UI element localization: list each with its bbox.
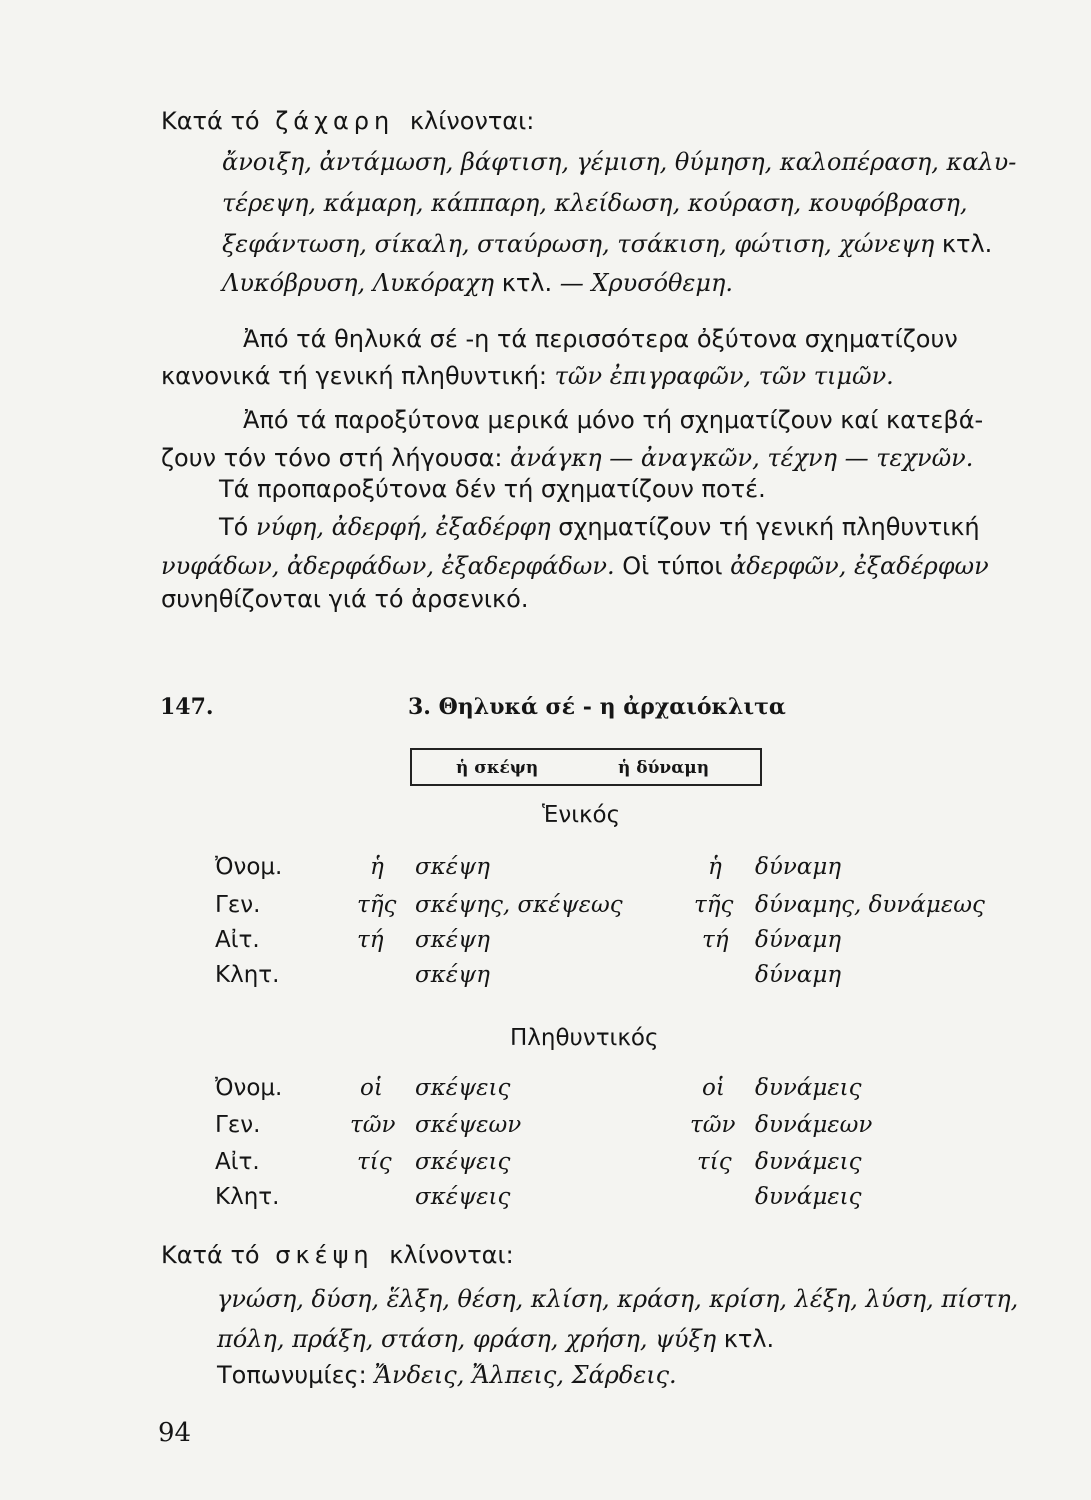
word-list-line-4 [222, 268, 733, 298]
word-list-line-2: τέρεψη, κάμαρη, κάππαρη, κλείδωση, κούραση, κουφόβραση, [222, 189, 968, 217]
case-label: Κλητ. [215, 1184, 280, 1210]
toponyms-label: Τοπωνυμίες: [217, 1361, 367, 1389]
page-number: 94 [158, 1418, 192, 1448]
note-2-line-2 [161, 443, 973, 473]
skepsi-intro [161, 1240, 514, 1270]
article: οἱ [360, 1075, 383, 1101]
form: σκέψεις [415, 1149, 511, 1175]
note-1-line-2 [161, 361, 894, 391]
note-example: νύφη, ἀδερφή, ἐξαδέρφη [255, 513, 551, 541]
case-label: Αἰτ. [215, 1149, 260, 1175]
form: δύναμη [755, 927, 842, 953]
intro-suffix: κλίνονται: [409, 107, 535, 135]
form: δυνάμεις [755, 1184, 862, 1210]
case-label: Αἰτ. [215, 927, 260, 953]
article: τῶν [690, 1112, 736, 1138]
model-word: ζάχαρη [275, 107, 395, 135]
ktl-abbrev: κτλ. [723, 1325, 775, 1353]
singular-heading: Ἑνικός [542, 802, 621, 828]
article: τή [357, 927, 384, 953]
form: σκέψεις [415, 1184, 511, 1210]
form: δύναμη [755, 962, 842, 988]
article: ἡ [708, 854, 722, 880]
article: τῆς [357, 892, 397, 918]
word-list-line-1: ἄνοιξη, ἀντάμωση, βάφτιση, γέμιση, θύμηση, καλοπέραση, καλυ- [222, 148, 1017, 176]
toponyms-list: Ἄνδεις, Ἄλπεις, Σάρδεις. [374, 1361, 677, 1389]
skepsi-list-line-1: γνώση, δύση, ἕλξη, θέση, κλίση, κράση, κρίση, λέξη, λύση, πίστη, [217, 1285, 1019, 1313]
skepsi-toponyms [217, 1360, 677, 1390]
note-text: Τό [219, 513, 249, 541]
note-4-line-2 [161, 551, 989, 581]
case-label: Γεν. [215, 1112, 261, 1138]
form: δυνάμεις [755, 1075, 862, 1101]
case-label: Κλητ. [215, 962, 280, 988]
note-example: ἀνάγκη — ἀναγκῶν, τέχνη — τεχνῶν. [510, 444, 974, 472]
skepsi-list-line-2 [217, 1324, 774, 1354]
section-number: 147. [160, 694, 214, 720]
note-example: ἀδερφῶν, ἐξαδέρφων [730, 552, 989, 580]
form: σκέψεις [415, 1075, 511, 1101]
note-1-line-1: Ἀπό τά θηλυκά σέ -η τά περισσότερα ὀξύτονα σχηματίζουν [243, 325, 958, 353]
form: σκέψεων [415, 1112, 522, 1138]
article: τή [702, 927, 729, 953]
model-words-box [410, 748, 762, 786]
zachari-intro [161, 106, 534, 136]
form: δύναμης, δυνάμεως [755, 892, 985, 918]
ktl-abbrev: κτλ. [941, 230, 993, 258]
note-text: Οἱ τύποι [622, 552, 723, 580]
name-example: — Χρυσόθεμη. [559, 269, 733, 297]
intro-prefix: Κατά τό [161, 107, 260, 135]
article: τῆς [694, 892, 734, 918]
article: τίς [357, 1149, 392, 1175]
intro-suffix: κλίνονται: [389, 1241, 514, 1269]
form: δυνάμεις [755, 1149, 862, 1175]
article: ἡ [370, 854, 384, 880]
form: σκέψη [415, 854, 490, 880]
note-example: τῶν ἐπιγραφῶν, τῶν τιμῶν. [554, 362, 894, 390]
plural-heading: Πληθυντικός [510, 1025, 659, 1051]
form: σκέψης, σκέψεως [415, 892, 623, 918]
note-example: νυφάδων, ἀδερφάδων, ἐξαδερφάδων. [161, 552, 615, 580]
word-list-3a: ξεφάντωση, σίκαλη, σταύρωση, τσάκιση, φώτιση, χώνεψη [222, 230, 935, 258]
article: τίς [697, 1149, 732, 1175]
note-4-line-1 [219, 512, 980, 542]
ktl-abbrev: κτλ. [501, 269, 553, 297]
word-list-line-3 [222, 229, 992, 259]
article: τῶν [350, 1112, 396, 1138]
case-label: Ὀνομ. [215, 854, 283, 880]
note-3: Τά προπαροξύτονα δέν τή σχηματίζουν ποτέ. [219, 475, 766, 503]
form: σκέψη [415, 927, 490, 953]
form: δυνάμεων [755, 1112, 873, 1138]
toponyms: Λυκόβρυση, Λυκόραχη [222, 269, 495, 297]
case-label: Γεν. [215, 892, 261, 918]
case-label: Ὀνομ. [215, 1075, 283, 1101]
note-2-line-1: Ἀπό τά παροξύτονα μερικά μόνο τή σχηματίζουν καί κατεβά- [243, 406, 984, 434]
form: δύναμη [755, 854, 842, 880]
intro-prefix: Κατά τό [161, 1241, 260, 1269]
note-text: κανονικά τή γενική πληθυντική: [161, 362, 548, 390]
word-list: πόλη, πράξη, στάση, φράση, χρήση, ψύξη [217, 1325, 717, 1353]
model-word: σκέψη [275, 1241, 374, 1269]
note-4-line-3: συνηθίζονται γιά τό ἀρσενικό. [161, 585, 529, 613]
form: σκέψη [415, 962, 490, 988]
note-text: σχηματίζουν τή γενική πληθυντική [558, 513, 980, 541]
box-right-word: ἡ δύναμη [618, 758, 710, 778]
box-left-word: ἡ σκέψη [456, 758, 539, 778]
section-title: 3. Θηλυκά σέ - η ἀρχαιόκλιτα [408, 694, 786, 720]
article: οἱ [702, 1075, 725, 1101]
note-text: ζουν τόν τόνο στή λήγουσα: [161, 444, 503, 472]
